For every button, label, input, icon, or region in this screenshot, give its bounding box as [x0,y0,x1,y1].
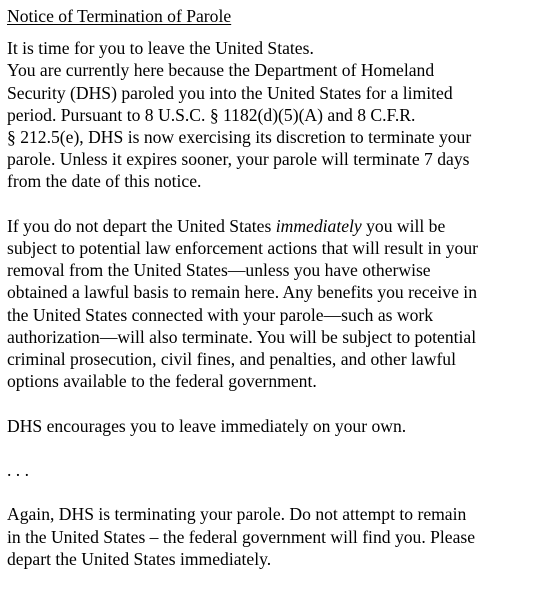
emphasis-text: immediately [275,215,362,236]
paragraph-line [7,215,539,237]
paragraph-intro [7,37,539,192]
paragraph-line: § 212.5(e), DHS is now exercising its discretion to terminate your [7,127,472,148]
paragraph-line: criminal prosecution, civil fines, and penalties, and other lawful [7,349,456,370]
paragraph-line: from the date of this notice. [7,171,202,192]
text-run: you will be [361,215,446,236]
paragraph-line: obtained a lawful basis to remain here. Any benefits you receive in [7,282,477,303]
paragraph-line: It is time for you to leave the United States. [7,38,314,59]
text-run: If you do not depart the United States [7,215,276,236]
paragraph-line: options available to the federal government. [7,371,317,392]
paragraph-line: subject to potential law enforcement actions that will result in your [7,238,478,259]
paragraph-line: You are currently here because the Department of Homeland [7,60,435,81]
paragraph-closing [7,503,539,570]
notice-title: Notice of Termination of Parole [7,6,232,26]
paragraph-line: in the United States – the federal government will find you. Please [7,526,476,547]
paragraph-line: Security (DHS) paroled you into the United States for a limited [7,82,453,103]
paragraph-line: the United States connected with your parole—such as work [7,304,434,325]
ellipsis: . . . [7,460,29,481]
paragraph-line: period. Pursuant to 8 U.S.C. § 1182(d)(5)(A) and 8 C.F.R. [7,104,416,125]
paragraph-line: authorization—will also terminate. You will be subject to potential [7,326,477,347]
notice-document [7,5,539,570]
paragraph-line: Again, DHS is terminating your parole. Do not attempt to remain [7,504,467,525]
paragraph-encouragement: DHS encourages you to leave immediately on your own. [7,415,407,436]
paragraph-consequences [7,215,539,393]
paragraph-line: depart the United States immediately. [7,548,272,569]
paragraph-line: removal from the United States—unless you have otherwise [7,260,431,281]
paragraph-line: parole. Unless it expires sooner, your parole will terminate 7 days [7,149,470,170]
